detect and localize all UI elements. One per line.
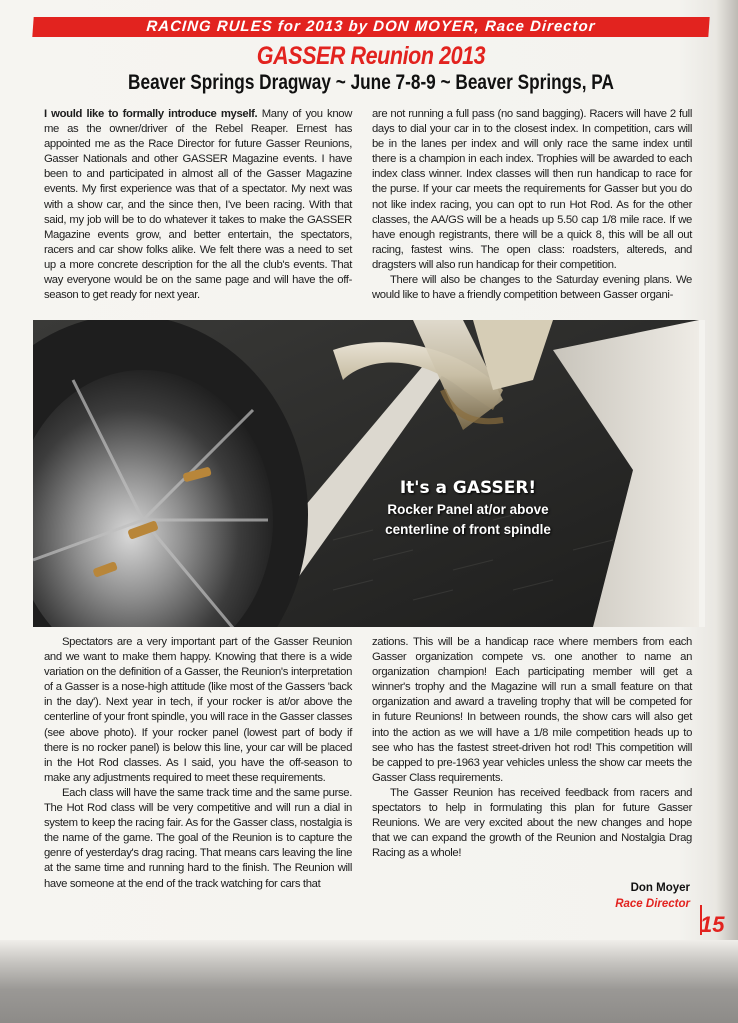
paragraph: Spectators are a very important part of the Gasser Reunion and we want to make them happy. Knowing that there is a wide variation on the definition of a Gasser, the Reunion's interpretation of a Gasser is a nose-high attitude (like most of the Gassers 'back in the day'). Next year in tech, if your rocker is at/or above the centerline of your front spindle, you will race in the Gasser classes (see above photo). If your rocker panel (lowest part of body if there is no rocker panel) is below this line, your car will be placed in the Hot Rod classes. As I said, you have the off-season to make any adjustments required to meet these requirements. — [44, 636, 352, 784]
column-top-left — [44, 107, 352, 303]
paragraph: The Gasser Reunion has received feedback from racers and spectators to help in formulating this plan for future Gasser Reunions. We are very excited about the new changes and hope that we can expand the growth of the Reunion and Nostalgia Drag Racing as a whole! — [372, 786, 692, 860]
author-signature — [560, 880, 690, 912]
caption-line-2: centerline of front spindle — [385, 522, 551, 537]
article-title: GASSER Reunion 2013 — [256, 42, 486, 70]
column-bottom-left — [44, 635, 352, 892]
gasser-photo — [33, 320, 705, 627]
paragraph: There will also be changes to the Saturday evening plans. We would like to have a friendly competition between Gasser organi- — [372, 274, 692, 302]
author-title: Race Director — [615, 898, 690, 910]
lead-sentence: I would like to formally introduce myself. — [44, 108, 258, 120]
scan-shadow — [0, 940, 738, 1023]
paragraph-text: Many of you know me as the owner/driver of the Rebel Reaper. Ernest has appointed me as the Race Director for future Gasser Reunions, Gasser Nationals and other GASSER Magazine events. I have been to and participated in almost all of the Gasser Magazine events. My first experience was that of a spectator. My next was with a show car, and the since then, I've been racing. With that said, my job will be to do whatever it takes to make the GASSER Magazine events grow, and better entertain, the spectators, racers and car show folks alike. We felt there was a need to set up a more concrete description for the all the club's events. That way everyone would be on the same page and will have the off-season to get ready for next year. — [44, 108, 352, 302]
photo-caption — [368, 476, 568, 540]
paragraph: are not running a full pass (no sand bagging). Racers will have 2 full days to dial your car in to the closest index. In competition, cars will be in the lanes per index and will only race the same index until there is a champion in each index. Trophies will be awarded to each index class winner. Index classes will then run handicap to race for the purse. If your car meets the requirements for Gasser but you do not like index racing, you can opt to run Hot Rod. As for the other classes, the AA/GS will be a heads up 5.50 cap 1/8 mile race. If we have enough registrants, there will be a quick 8, this will be all out racing, fastest wins. The open class: roadsters, altereds, and dragsters will also run handicap for their competition. — [372, 108, 692, 271]
paragraph — [44, 107, 352, 303]
column-bottom-right — [372, 635, 692, 861]
header-banner: RACING RULES for 2013 by DON MOYER, Race Director — [32, 17, 709, 37]
article-subtitle: Beaver Springs Dragway ~ June 7-8-9 ~ Beaver Springs, PA — [128, 71, 614, 94]
paragraph: Each class will have the same track time and the same purse. The Hot Rod class will be very competitive and will run a dial in system to keep the racing fair. As for the Gasser class, nostalgia is the name of the game. The goal of the Reunion is to capture the genre of yesterday's drag racing. That means cars leaving the line at the same time and running hard to the finish. The Reunion will have someone at the end of the track watching for cars that — [44, 786, 353, 890]
photo-illustration — [33, 320, 699, 627]
caption-line-1: Rocker Panel at/or above — [387, 502, 549, 517]
paragraph: zations. This will be a handicap race where members from each Gasser organization compete vs. one another to name an organization champion! Each participating member will get a winner's trophy and the Magazine will run a small feature on that organization and award a traveling trophy that will be competed for in future Reunions! In between rounds, the show cars will also get into the action as we will have a 1/8 mile competition heads up to see who has the fastest street-driven hot rod! This competition will be capped to pre-1963 year vehicles unless the show car meets the Gasser Class requirements. — [372, 636, 692, 784]
caption-headline: It's a GASSER! — [399, 478, 537, 498]
column-top-right — [372, 107, 692, 303]
author-name: Don Moyer — [630, 882, 690, 894]
page-number: 15 — [700, 912, 725, 937]
